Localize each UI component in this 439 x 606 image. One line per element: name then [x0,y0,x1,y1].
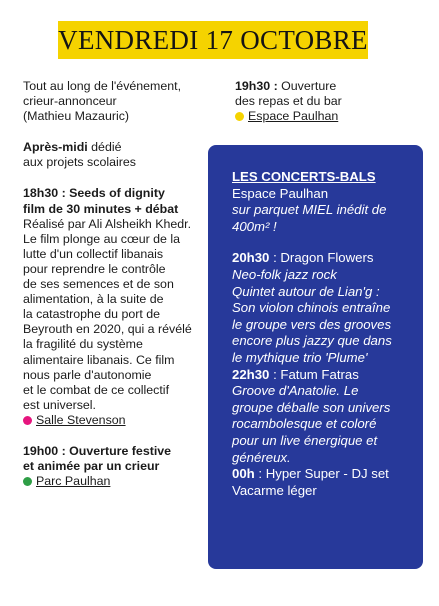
act3-line2: Vacarme léger [232,482,317,498]
meals-location-link[interactable]: Espace Paulhan [248,109,339,124]
act2-desc-line: généreux. [232,449,291,465]
act3-time: 00h [232,466,255,482]
meals-location[interactable] [235,109,425,124]
green-dot-icon [23,477,32,486]
act1-desc-line: Son violon chinois entraîne [232,300,391,316]
film-desc-line: Beyrouth en 2020, qui a révélé [23,322,192,337]
afternoon-rest: dédié [87,140,122,155]
film-desc-line: alimentaire libanais. Ce film [23,352,175,367]
film-desc-line: lutte d'un collectif libanais [23,246,164,261]
film-desc-line: alimentation, à la suite de [23,292,164,307]
page-title: VENDREDI 17 OCTOBRE [58,24,368,55]
act1-desc-line: le mythique trio 'Plume' [232,349,368,365]
concerts-note-line1: sur parquet MIEL inédit de [232,202,387,218]
film-location[interactable] [23,413,208,428]
meals-block [235,79,425,124]
opening-block [23,444,208,489]
act2-desc-line: pour un live énergique et [232,432,378,448]
act1-desc-line: Neo-folk jazz rock [232,266,337,282]
crier-line2: crieur-annonceur [23,94,117,109]
act-fatum-fatras [232,367,413,467]
act2-desc-line: rocambolesque et coloré [232,416,377,432]
act2-desc-line: Groove d'Anatolie. Le [232,383,359,399]
film-desc-line: nous parle d'autonomie [23,367,152,382]
film-subtitle: film de 30 minutes + débat [23,201,179,216]
concerts-note-line2: 400m² ! [232,218,277,234]
film-desc-line: Le film plonge au cœur de la [23,231,181,246]
act3-name: : Hyper Super - DJ set [254,466,389,482]
act3-title [232,466,413,483]
opening-text: Ouverture festive [65,443,172,458]
film-desc-line: pour reprendre le contrôle [23,261,166,276]
pink-dot-icon [23,416,32,425]
left-column [23,79,208,505]
film-desc-line: la catastrophe du port de [23,307,161,322]
crier-block [23,79,208,124]
meals-time: 19h30 : [235,79,278,93]
act1-name: : Dragon Flowers [269,250,374,266]
crier-line1: Tout au long de l'événement, [23,79,182,93]
film-desc-line: est universel. [23,397,97,412]
meals-line2: des repas et du bar [235,94,342,109]
film-desc-line: la fragilité du système [23,337,143,352]
meals-text: Ouverture [277,79,337,93]
film-title [23,186,208,201]
date-banner [58,21,368,59]
act1-desc-line: Quintet autour de Lian'g : [232,283,380,299]
film-desc-line: de ses semences et de son [23,277,174,292]
afternoon-line2: aux projets scolaires [23,155,136,170]
act1-title [232,250,413,267]
act1-desc-line: le groupe vers des grooves [232,316,392,332]
concerts-place: Espace Paulhan [232,185,329,201]
act1-desc-line: encore plus jazzy que dans [232,333,392,349]
yellow-dot-icon [235,112,244,121]
crier-line3: (Mathieu Mazauric) [23,109,130,124]
concerts-intro [232,169,413,235]
film-title-text: Seeds of dignity [65,186,165,201]
film-time: 18h30 : [23,186,66,201]
film-block [23,186,208,428]
opening-line2: et animée par un crieur [23,459,160,474]
act2-name: : Fatum Fatras [269,366,359,382]
act2-time: 22h30 [232,366,270,382]
opening-title [23,444,208,459]
act2-desc-line: groupe déballe son univers [232,399,391,415]
meals-line1 [235,79,425,94]
film-location-link[interactable]: Salle Stevenson [36,412,126,427]
opening-location-link[interactable]: Parc Paulhan [36,474,111,489]
concerts-panel [208,145,423,569]
act2-title [232,367,413,384]
afternoon-line1 [23,140,208,155]
film-desc-line: et le combat de ce collectif [23,382,170,397]
concerts-heading: LES CONCERTS-BALS [232,169,376,184]
afternoon-block [23,140,208,170]
act-hyper-super [232,466,413,499]
afternoon-label: Après-midi [23,140,88,155]
act-dragon-flowers [232,250,413,366]
opening-location[interactable] [23,474,208,489]
film-desc-line: Réalisé par Ali Alsheikh Khedr. [23,216,192,231]
act1-time: 20h30 [232,250,270,266]
opening-time: 19h00 : [23,443,66,458]
